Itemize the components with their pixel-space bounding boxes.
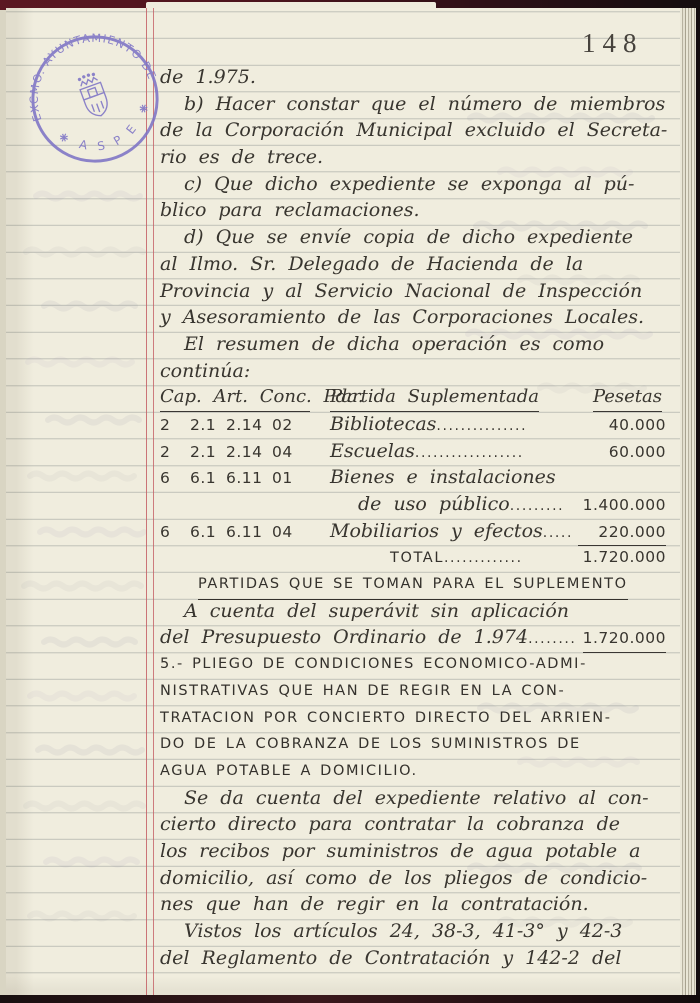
total-amount: 1.720.000 [582,548,666,567]
cap-cell: 6 [160,469,171,488]
handwritten-line: A cuenta del superávit sin aplicación [184,599,570,622]
handwritten-line: de 1.975. [160,66,256,88]
handwritten-line: continúa: [160,359,251,382]
cap-cell: 2 [160,415,171,434]
row-codes [160,412,310,439]
suplemento-heading [160,571,666,598]
partida-cell: Bienes e instalaciones [330,466,556,489]
cap-cell: 2 [160,442,171,461]
svg-text:A S P E [74,117,146,162]
section5-heading-line: NISTRATIVAS QUE HAN DE REGIR EN LA CON- [160,682,566,699]
total-label: TOTAL [390,550,444,567]
header-pesetas: Pesetas [593,384,662,412]
stamp-shield-icon [76,71,111,119]
conc-cell: 2.14 [226,442,263,461]
cap-cell: 6 [160,522,171,541]
art-cell: 2.1 [190,442,217,461]
header-partida: Partida Suplementada [330,384,539,412]
partida-cell: Bibliotecas [330,412,437,435]
conc-cell: 2.14 [226,415,263,434]
table-row [160,411,666,438]
dot-leaders: ............. [444,550,523,567]
superavit-amount: 1.720.000 [583,625,666,653]
partida-cell: Escuelas [330,439,415,462]
handwritten-line: b) Hacer constar que el número de miembros [184,92,666,115]
dot-leaders: ..... [542,524,574,541]
conc-cell: 6.11 [226,469,263,488]
handwritten-line: del Reglamento de Contratación y 142-2 del [160,946,622,969]
handwritten-line: d) Que se envíe copia de dicho expediente [184,226,634,249]
amount-cell: 220.000 [578,519,666,547]
handwritten-line: Provincia y al Servicio Nacional de Inspección [160,279,643,302]
superavit-text: del Presupuesto Ordinario de 1.974 [160,626,529,649]
red-margin-line [146,8,154,996]
page-number: 148 [582,28,644,58]
handwritten-line: los recibos por suministros de agua potable a [160,839,641,862]
section5-heading-line: AGUA POTABLE A DOMICILIO. [160,762,418,779]
handwritten-line: blico para reclamaciones. [160,199,420,222]
amount-cell: 40.000 [608,415,666,434]
partida-cell: Mobiliarios y efectos [330,519,543,542]
handwritten-line: cierto directo para contratar la cobranza de [160,813,620,836]
pda-cell: 01 [272,469,293,488]
handwritten-line: El resumen de dicha operación es como [184,332,605,355]
dot-leaders: ......... [509,498,565,514]
dot-leaders: ........ [528,631,577,648]
table-header-row [160,384,666,411]
stamp-arc-text: EXCMO. AYUNTAMIENTO DE [26,30,160,124]
row-codes [160,519,310,546]
row-codes [160,439,310,466]
stamp-star-icon [59,133,69,143]
handwritten-line: Vistos los artículos 24, 38-3, 41-3° y 42-3 [184,920,623,942]
handwritten-line: domicilio, así como de los pliegos de condicio- [160,866,648,889]
handwritten-line: rio es de trece. [160,146,324,169]
handwritten-line: de la Corporación Municipal excluido el Secreta- [160,119,668,142]
stamp-star-icon [139,104,149,114]
conc-cell: 6.11 [226,522,263,541]
amount-cell: 1.400.000 [582,496,666,514]
document-content [160,64,666,971]
section5-heading-line: 5.- PLIEGO DE CONDICIONES ECONOMICO-ADMI- [160,656,587,673]
amount-cell: 60.000 [608,442,666,461]
handwritten-line: Se da cuenta del expediente relativo al con- [184,786,649,809]
pda-cell: 04 [272,442,293,461]
handwritten-line: nes que han de regir en la contratación. [160,893,589,916]
table-row [160,518,666,545]
header-codes: Cap. Art. Conc. Pda. [160,384,310,412]
dot-leaders: .................. [414,444,524,461]
handwritten-line: c) Que dicho expediente se exponga al pú- [184,172,635,195]
pda-cell: 04 [272,522,293,541]
dot-leaders: ............... [436,417,528,434]
pda-cell: 02 [272,415,293,434]
section5-heading-line: TRATACION POR CONCIERTO DIRECTO DEL ARRIEN- [160,709,612,726]
suplemento-heading-text: PARTIDAS QUE SE TOMAN PARA EL SUPLEMENTO [198,571,628,600]
handwritten-line: al Ilmo. Sr. Delegado de Hacienda de la [160,252,584,275]
section5-heading-line: DO DE LA COBRANZA DE LOS SUMINISTROS DE [160,736,581,753]
table-row [160,438,666,465]
art-cell: 6.1 [190,522,217,541]
handwritten-line: y Asesoramiento de las Corporaciones Locales. [160,306,645,329]
table-row-continuation [160,491,666,518]
row-codes [160,465,310,492]
handwritten-line-with-amount [160,624,666,651]
table-total-row [160,544,666,571]
book-page-edges [680,8,696,996]
stamp-bottom-text: A S P E [77,119,142,154]
table-row [160,464,666,491]
art-cell: 2.1 [190,415,217,434]
book-cover-bottom [0,995,700,1003]
art-cell: 6.1 [190,469,217,488]
partida-cell: de uso público [358,493,510,515]
